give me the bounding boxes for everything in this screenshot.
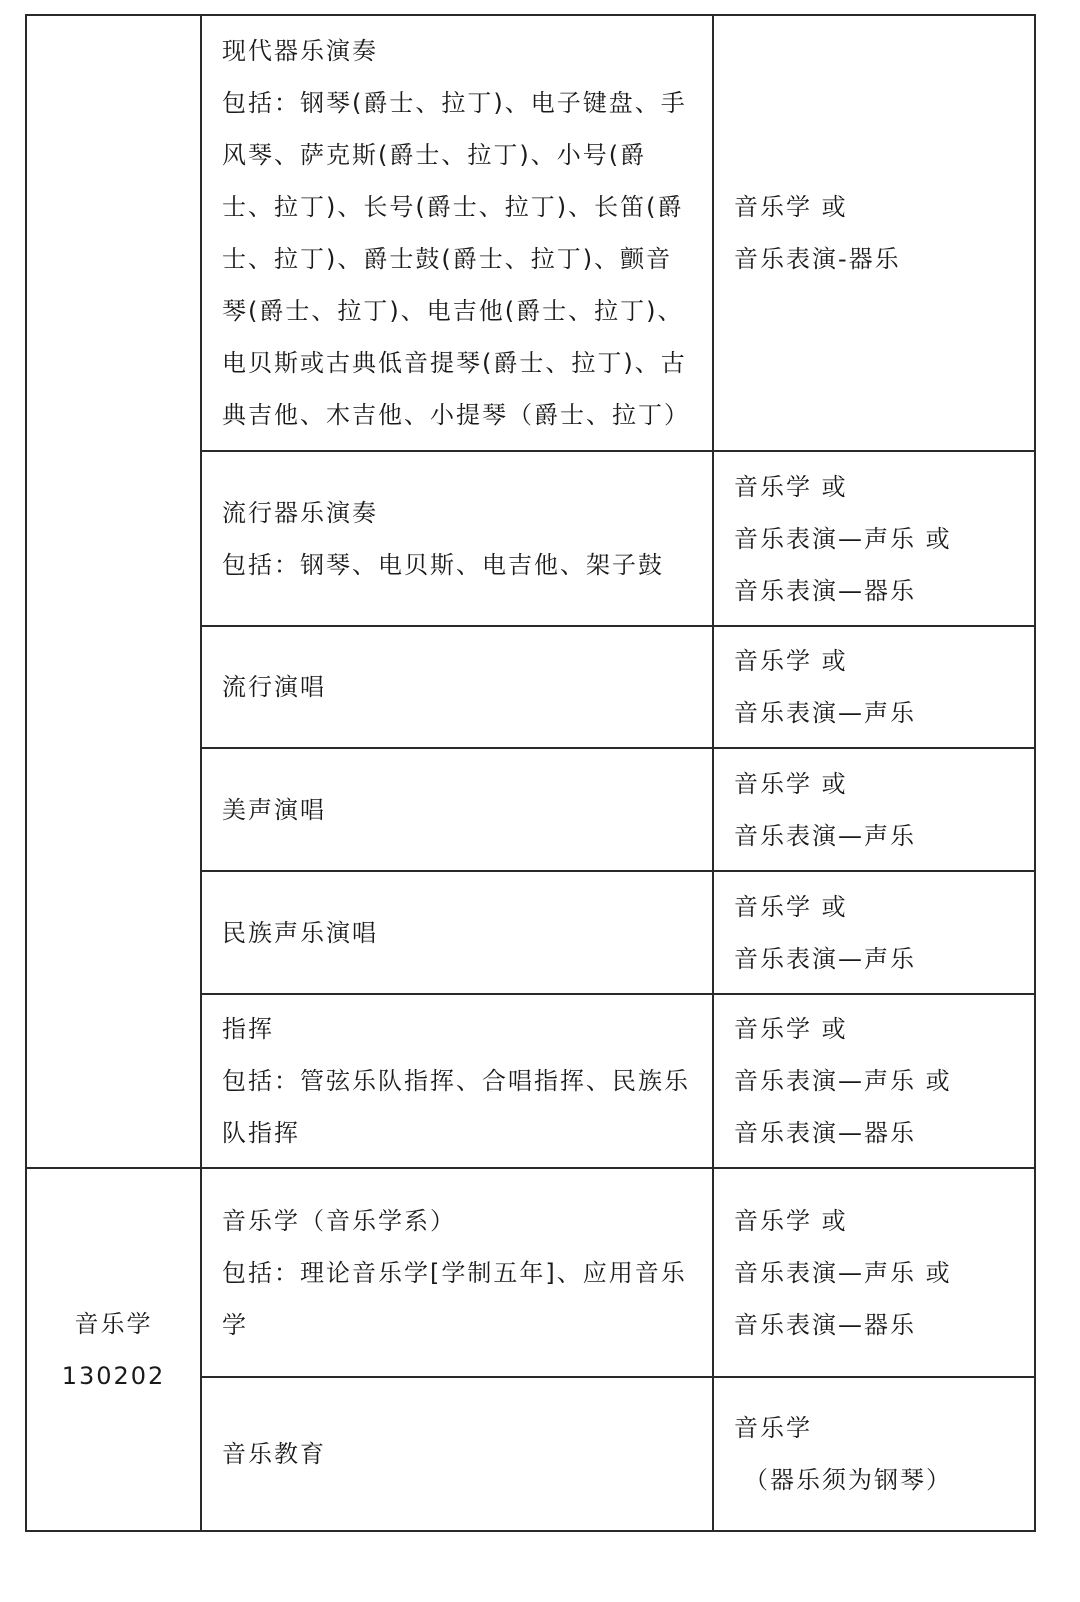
- direction-cell: [201, 1377, 713, 1531]
- direction-title: 音乐教育: [222, 1440, 326, 1468]
- direction-cell: [201, 626, 713, 748]
- direction-cell: [201, 1168, 713, 1377]
- requirement-cell: [713, 871, 1035, 994]
- direction-description: 包括：钢琴、电贝斯、电吉他、架子鼓: [222, 550, 664, 579]
- direction-title: 美声演唱: [222, 795, 326, 824]
- major-name: 音乐学: [74, 1309, 153, 1338]
- direction-title: 指挥: [222, 1015, 274, 1043]
- direction-cell: [201, 871, 713, 994]
- direction-description: 包括：理论音乐学[学制五年]、应用音乐学: [222, 1258, 687, 1339]
- direction-description: 包括：钢琴(爵士、拉丁)、电子键盘、手风琴、萨克斯(爵士、拉丁)、小号(爵士、拉丁)、长号(爵士、拉丁)、长笛(爵士、拉丁)、爵士鼓(爵士、拉丁)、颤音琴(爵士、拉丁)、电吉他(爵士、拉丁)、电贝斯或古典低音提琴(爵士、拉丁)、古典吉他、木吉他、小提琴（爵士、拉丁）: [222, 89, 690, 429]
- table-row: [26, 15, 1035, 451]
- direction-cell: [201, 15, 713, 451]
- requirement-line: 音乐表演-器乐: [734, 245, 901, 273]
- requirement-line: 音乐表演—声乐 或: [734, 1258, 952, 1287]
- requirement-line: 音乐学: [734, 1414, 812, 1442]
- direction-cell: [201, 994, 713, 1168]
- direction-title: 流行演唱: [222, 673, 326, 701]
- direction-cell: [201, 451, 713, 626]
- requirement-cell: [713, 451, 1035, 626]
- requirement-cell: [713, 1168, 1035, 1377]
- requirement-line: 音乐学 或: [734, 193, 848, 221]
- table-row: [26, 1168, 1035, 1377]
- requirement-line: 音乐学 或: [734, 472, 848, 501]
- requirement-line: 音乐学 或: [734, 1015, 848, 1043]
- direction-title: 民族声乐演唱: [222, 918, 378, 947]
- majors-table: [25, 14, 1036, 1532]
- requirement-cell: [713, 15, 1035, 451]
- requirement-line: 音乐表演—声乐: [734, 821, 916, 850]
- requirement-cell: [713, 748, 1035, 871]
- major-code: 130202: [61, 1361, 166, 1390]
- direction-cell: [201, 748, 713, 871]
- direction-description: 包括：管弦乐队指挥、合唱指挥、民族乐队指挥: [222, 1067, 690, 1147]
- requirement-line: 音乐表演—声乐: [734, 699, 916, 727]
- requirement-line: 音乐学 或: [734, 1206, 848, 1235]
- requirement-line: 音乐表演—声乐: [734, 944, 916, 973]
- requirement-line: 音乐表演—声乐 或: [734, 1067, 952, 1095]
- direction-title: 现代器乐演奏: [222, 37, 378, 65]
- requirement-line: 音乐表演—器乐: [734, 576, 916, 605]
- requirement-cell: [713, 626, 1035, 748]
- requirement-line: 音乐表演—器乐: [734, 1119, 916, 1147]
- requirement-line: 音乐学 或: [734, 769, 848, 798]
- requirement-line: （器乐须为钢琴）: [744, 1466, 952, 1494]
- requirement-line: 音乐表演—声乐 或: [734, 524, 952, 553]
- major-cell-empty: [26, 15, 201, 1168]
- direction-title: 流行器乐演奏: [222, 498, 378, 527]
- requirement-cell: [713, 994, 1035, 1168]
- requirement-line: 音乐学 或: [734, 892, 848, 921]
- requirement-line: 音乐学 或: [734, 647, 848, 675]
- direction-title: 音乐学（音乐学系）: [222, 1206, 456, 1235]
- requirement-line: 音乐表演—器乐: [734, 1310, 916, 1339]
- major-cell: [26, 1168, 201, 1531]
- requirement-cell: [713, 1377, 1035, 1531]
